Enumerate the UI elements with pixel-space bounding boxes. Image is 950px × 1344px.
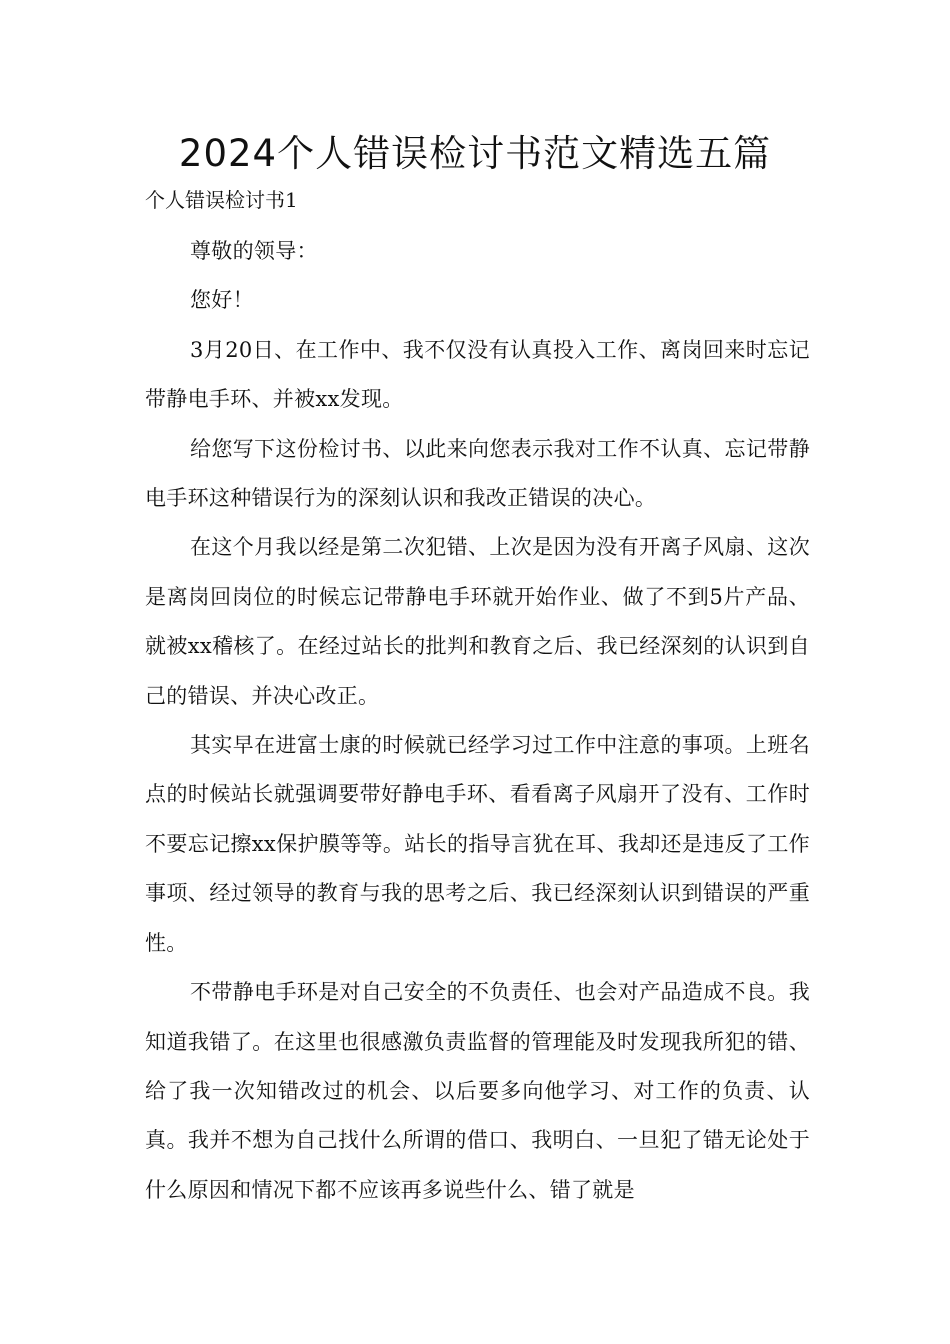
body-paragraph: 给您写下这份检讨书、以此来向您表示我对工作不认真、忘记带静电手环这种错误行为的深刻认识和我改正错误的决心。 <box>145 436 810 511</box>
body-paragraph: 3月20日、在工作中、我不仅没有认真投入工作、离岗回来时忘记带静电手环、并被xx发现。 <box>145 337 810 412</box>
body-paragraph: 其实早在进富士康的时候就已经学习过工作中注意的事项。上班名点的时候站长就强调要带好静电手环、看看离子风扇开了没有、工作时不要忘记擦xx保护膜等等。站长的指导言犹在耳、我却还是违反了工作事项、经过领导的教育与我的思考之后、我已经深刻认识到错误的严重性。 <box>145 733 810 955</box>
body-paragraph: 在这个月我以经是第二次犯错、上次是因为没有开离子风扇、这次是离岗回岗位的时候忘记带静电手环就开始作业、做了不到5片产品、就被xx稽核了。在经过站长的批判和教育之后、我已经深刻的认识到自己的错误、并决心改正。 <box>145 535 810 708</box>
section-heading: 个人错误检讨书1 <box>145 188 298 212</box>
document-body <box>145 227 810 1215</box>
salutation: 尊敬的领导： <box>190 239 318 263</box>
body-paragraph: 不带静电手环是对自己安全的不负责任、也会对产品造成不良。我知道我错了。在这里也很感激负责监督的管理能及时发现我所犯的错、给了我一次知错改过的机会、以后要多向他学习、对工作的负责、认真。我并不想为自己找什么所谓的借口、我明白、一旦犯了错无论处于什么原因和情况下都不应该再多说些什么、错了就是 <box>145 980 810 1202</box>
document-title: 2024个人错误检讨书范文精选五篇 <box>178 132 772 175</box>
greeting: 您好！ <box>190 288 254 313</box>
